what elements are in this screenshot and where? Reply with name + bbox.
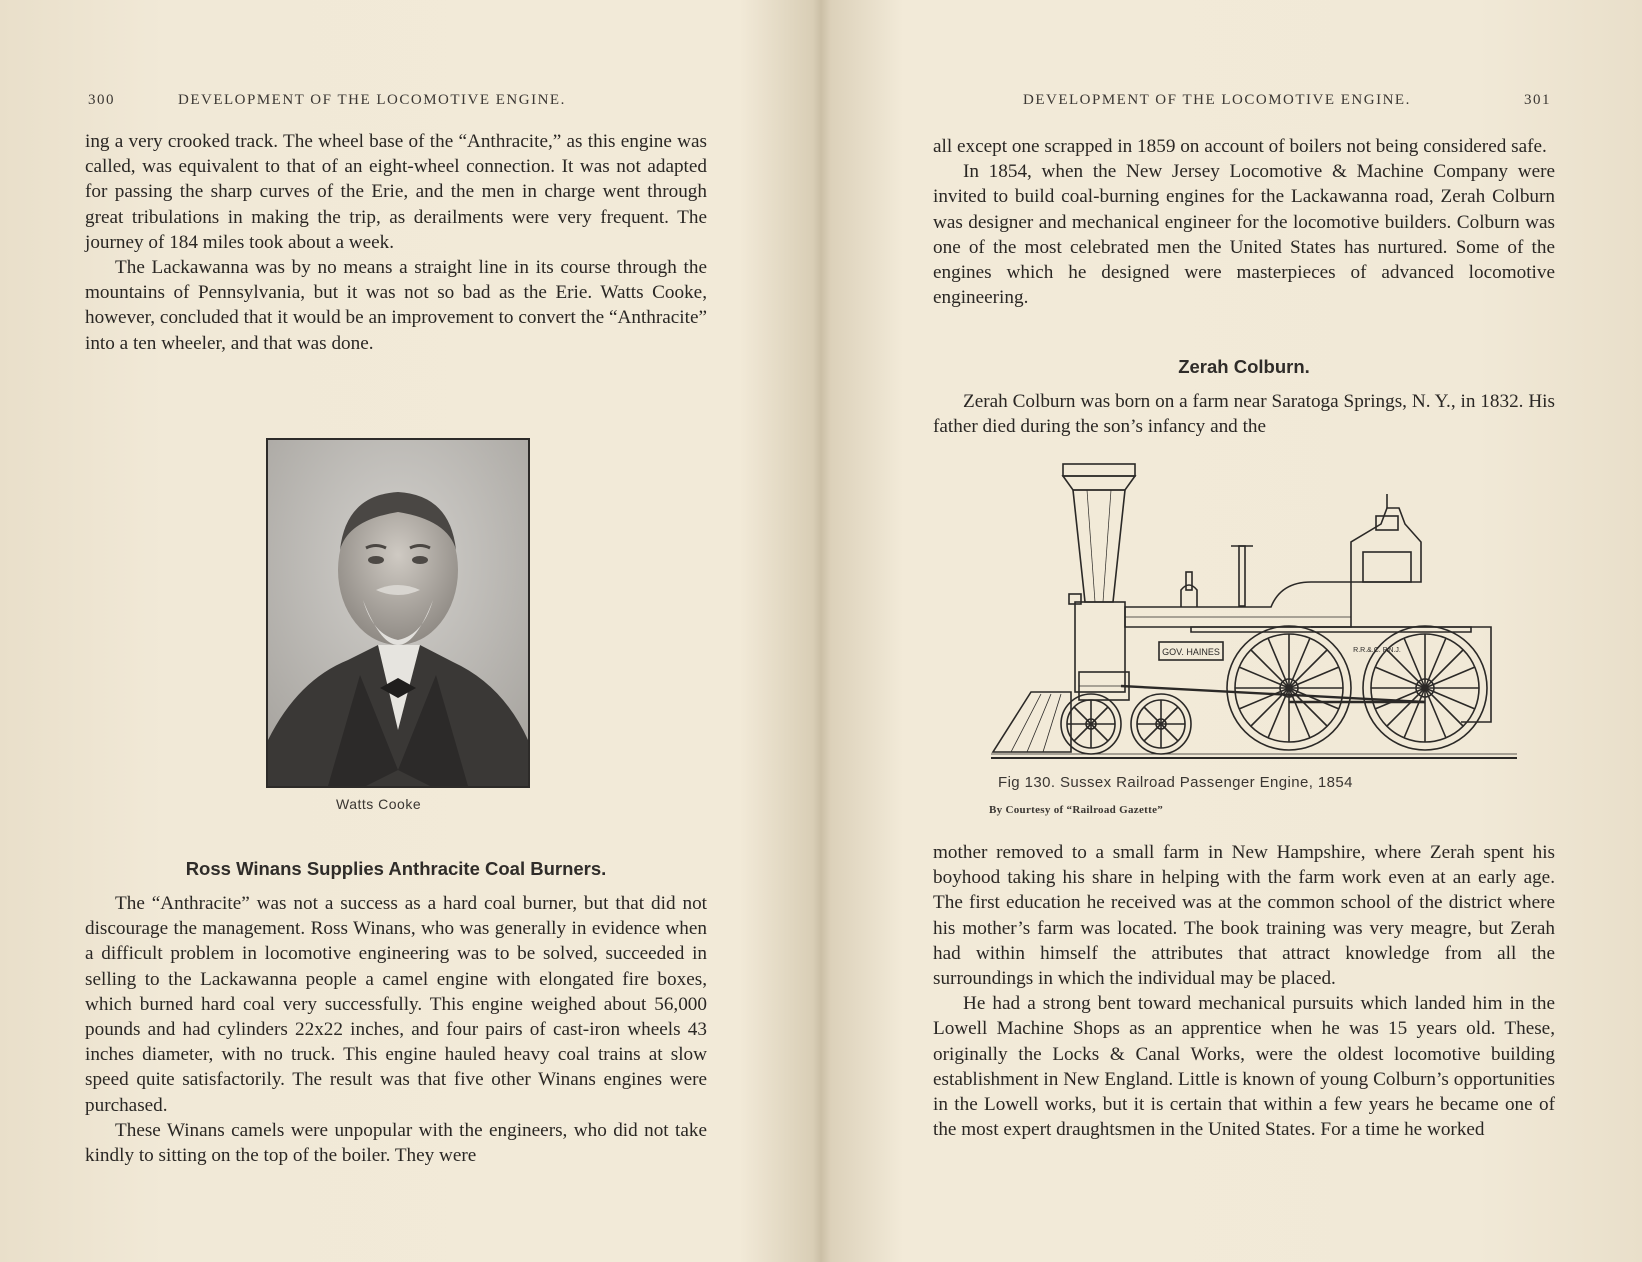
portrait-photo bbox=[266, 438, 530, 788]
leading-wheel bbox=[1061, 694, 1121, 754]
body-text-bottom bbox=[85, 891, 707, 1168]
section-heading: Zerah Colburn. bbox=[1178, 356, 1310, 377]
body-text-middle bbox=[933, 389, 1555, 439]
driving-wheel bbox=[1227, 626, 1351, 750]
paragraph: He had a strong bent toward mechanical pursuits which landed him in the Lowell Machine Shops as an apprentice when he was 15 years old. These, originally the Locks & Canal Works, were the oldest locomotive building establishment in New England. Little is known of young Colburn’s opportunities in the Lowell works, but it is certain that within a few years he became one of the most expert draughtsmen in the United States. For a time he worked bbox=[933, 993, 1555, 1141]
tender-plate: R.R.&.C. P.N.J. bbox=[1353, 647, 1401, 654]
leading-wheel bbox=[1131, 694, 1191, 754]
driving-wheel bbox=[1363, 626, 1487, 750]
paragraph: In 1854, when the New Jersey Locomotive & Machine Company were invited to build coal-burning engines for the Lackawanna road, Zerah Colburn was designer and mechanical engineer for the locomotive builders. Colburn was one of the most celebrated men the United States has nurtured. Some of the engines which he designed were masterpieces of advanced locomotive engineering. bbox=[933, 161, 1555, 309]
paragraph: ing a very crooked track. The wheel base of the “Anthracite,” as this engine was called, was equivalent to that of an eight-wheel connection. It was not adapted for passing the sharp curves of the Erie, and the men in charge went through great tribulations in making the trip, as derailments were very frequent. The journey of 184 miles took about a week. bbox=[85, 131, 707, 253]
paragraph: mother removed to a small farm in New Hampshire, where Zerah spent his boyhood taking his share in helping with the farm work even at an early age. The first education he received was at the common school of the district where his mother’s farm was located. The book training was very meagre, but Zerah had within himself the attributes that attract knowledge from all the surroundings in which the individual may be placed. bbox=[933, 842, 1555, 990]
figure-caption: Fig 130. Sussex Railroad Passenger Engine, 1854 bbox=[998, 774, 1353, 791]
paragraph: The Lackawanna was by no means a straight line in its course through the mountains of Pennsylvania, but it was not so bad as the Erie. Watts Cooke, however, concluded that it would be an improvement to convert the “Anthracite” into a ten wheeler, and that was done. bbox=[85, 257, 707, 354]
paragraph: Zerah Colburn was born on a farm near Saratoga Springs, N. Y., in 1832. His father died during the son’s infancy and the bbox=[933, 391, 1555, 438]
left-page bbox=[0, 0, 815, 1262]
paragraph: These Winans camels were unpopular with the engineers, who did not take kindly to sitting on the top of the boiler. They were bbox=[85, 1119, 707, 1167]
locomotive-figure bbox=[991, 462, 1517, 762]
page-number: 300 bbox=[88, 92, 115, 108]
engine-name-plate: GOV. HAINES bbox=[1162, 647, 1220, 657]
photo-caption: Watts Cooke bbox=[336, 796, 422, 812]
running-head: DEVELOPMENT OF THE LOCOMOTIVE ENGINE. bbox=[178, 92, 566, 108]
figure-credit: By Courtesy of “Railroad Gazette” bbox=[989, 804, 1164, 816]
running-head: DEVELOPMENT OF THE LOCOMOTIVE ENGINE. bbox=[1023, 92, 1411, 108]
section-heading: Ross Winans Supplies Anthracite Coal Burners. bbox=[185, 858, 607, 879]
paragraph: all except one scrapped in 1859 on account of boilers not being considered safe. bbox=[933, 136, 1547, 157]
body-text-top bbox=[85, 129, 707, 356]
body-text-bottom bbox=[933, 840, 1555, 1142]
locomotive-engine-icon bbox=[991, 462, 1517, 762]
right-page bbox=[821, 0, 1642, 1262]
body-text-top bbox=[933, 134, 1555, 310]
page-number: 301 bbox=[1524, 92, 1551, 108]
portrait-illustration bbox=[268, 440, 528, 786]
paragraph: The “Anthracite” was not a success as a hard coal burner, but that did not discourage the management. Ross Winans, who was generally in evidence when a difficult problem in locomotive engineering was to be solved, succeeded in selling to the Lackawanna people a camel engine with elongated fire boxes, which burned hard coal very successfully. This engine weighed about 56,000 pounds and had cylinders 22x22 inches, and four pairs of cast-iron wheels 43 inches diameter, with no truck. This engine hauled heavy coal trains at slow speed quite satisfactorily. The result was that five other Winans engines were purchased. bbox=[85, 893, 707, 1116]
